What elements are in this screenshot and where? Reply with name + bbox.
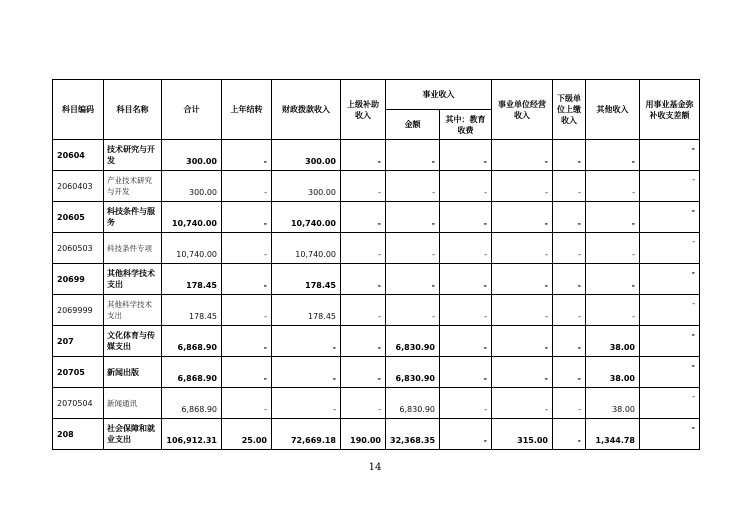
row-other: - [586, 264, 640, 295]
row-subsidy: - [341, 233, 386, 264]
page-number: 14 [368, 462, 382, 473]
row-name: 社会保障和就业支出 [104, 419, 162, 450]
row-total: 6,868.90 [162, 326, 222, 357]
row-operation: - [492, 140, 553, 171]
row-other: - [586, 171, 640, 202]
row-fund: - [640, 388, 700, 419]
row-subsidy: 190.00 [341, 419, 386, 450]
row-code: 20699 [53, 264, 104, 295]
row-fund: - [640, 233, 700, 264]
header-fiscal: 财政拨款收入 [272, 80, 341, 140]
header-operation: 事业单位经营收入 [492, 80, 553, 140]
table-row [53, 233, 700, 264]
table-row [53, 202, 700, 233]
row-subsidy: - [341, 295, 386, 326]
row-amount: - [386, 202, 440, 233]
row-name: 新闻通讯 [104, 388, 162, 419]
row-carryover: 25.00 [222, 419, 272, 450]
row-total: 300.00 [162, 140, 222, 171]
row-amount: 32,368.35 [386, 419, 440, 450]
header-subsidy: 上级补助收入 [341, 80, 386, 140]
row-fund: - [640, 295, 700, 326]
row-fiscal: 300.00 [272, 171, 341, 202]
row-lower-level: - [553, 295, 586, 326]
row-lower-level: - [553, 326, 586, 357]
header-carryover: 上年结转 [222, 80, 272, 140]
row-amount: - [386, 233, 440, 264]
row-total: 10,740.00 [162, 233, 222, 264]
row-carryover: - [222, 357, 272, 388]
row-other: - [586, 233, 640, 264]
header-education-fee: 其中：教育收费 [440, 110, 492, 140]
header-code: 科目编码 [53, 80, 104, 140]
row-lower-level: - [553, 264, 586, 295]
row-fiscal: 72,669.18 [272, 419, 341, 450]
row-education-fee: - [440, 202, 492, 233]
row-total: 6,868.90 [162, 357, 222, 388]
row-lower-level: - [553, 140, 586, 171]
row-lower-level: - [553, 171, 586, 202]
row-code: 2070504 [53, 388, 104, 419]
row-code: 20705 [53, 357, 104, 388]
table-row [53, 140, 700, 171]
header-lower-level: 下级单位上缴收入 [553, 80, 586, 140]
row-operation: - [492, 264, 553, 295]
row-fiscal: - [272, 326, 341, 357]
row-total: 300.00 [162, 171, 222, 202]
row-lower-level: - [553, 233, 586, 264]
row-fiscal: - [272, 357, 341, 388]
row-fund: - [640, 140, 700, 171]
row-name: 技术研究与开发 [104, 140, 162, 171]
row-carryover: - [222, 295, 272, 326]
row-name: 科技条件专项 [104, 233, 162, 264]
row-education-fee: - [440, 264, 492, 295]
row-subsidy: - [341, 264, 386, 295]
row-education-fee: - [440, 357, 492, 388]
row-operation: - [492, 171, 553, 202]
row-carryover: - [222, 326, 272, 357]
row-operation: - [492, 202, 553, 233]
table-row [53, 264, 700, 295]
header-name: 科目名称 [104, 80, 162, 140]
row-total: 178.45 [162, 295, 222, 326]
row-operation: - [492, 326, 553, 357]
row-subsidy: - [341, 388, 386, 419]
row-fund: - [640, 326, 700, 357]
row-education-fee: - [440, 326, 492, 357]
row-education-fee: - [440, 295, 492, 326]
row-carryover: - [222, 202, 272, 233]
row-name: 科技条件与服务 [104, 202, 162, 233]
row-lower-level: - [553, 202, 586, 233]
budget-income-table [52, 79, 700, 450]
row-other: 1,344.78 [586, 419, 640, 450]
row-total: 10,740.00 [162, 202, 222, 233]
row-amount: 6,830.90 [386, 357, 440, 388]
row-other: - [586, 202, 640, 233]
row-amount: - [386, 140, 440, 171]
table-row [53, 388, 700, 419]
row-education-fee: - [440, 140, 492, 171]
row-operation: - [492, 357, 553, 388]
row-carryover: - [222, 388, 272, 419]
row-carryover: - [222, 140, 272, 171]
header-business: 事业收入 [386, 80, 492, 110]
row-name: 文化体育与传媒支出 [104, 326, 162, 357]
row-fiscal: 178.45 [272, 264, 341, 295]
row-fiscal: 300.00 [272, 140, 341, 171]
row-education-fee: - [440, 419, 492, 450]
row-lower-level: - [553, 388, 586, 419]
header-fund: 用事业基金弥补收支差额 [640, 80, 700, 140]
row-code: 2060503 [53, 233, 104, 264]
row-operation: 315.00 [492, 419, 553, 450]
table-row [53, 326, 700, 357]
row-amount: - [386, 264, 440, 295]
table-row [53, 357, 700, 388]
row-code: 2060403 [53, 171, 104, 202]
row-operation: - [492, 233, 553, 264]
row-operation: - [492, 295, 553, 326]
row-name: 其他科学技术支出 [104, 295, 162, 326]
row-other: - [586, 140, 640, 171]
row-fiscal: - [272, 388, 341, 419]
table-row [53, 295, 700, 326]
row-carryover: - [222, 264, 272, 295]
row-education-fee: - [440, 233, 492, 264]
row-code: 207 [53, 326, 104, 357]
row-education-fee: - [440, 171, 492, 202]
row-subsidy: - [341, 202, 386, 233]
header-amount: 金额 [386, 110, 440, 140]
row-name: 其他科学技术支出 [104, 264, 162, 295]
row-amount: 6,830.90 [386, 326, 440, 357]
row-subsidy: - [341, 140, 386, 171]
row-code: 208 [53, 419, 104, 450]
row-total: 106,912.31 [162, 419, 222, 450]
row-fund: - [640, 171, 700, 202]
row-fiscal: 178.45 [272, 295, 341, 326]
header-other: 其他收入 [586, 80, 640, 140]
row-lower-level: - [553, 419, 586, 450]
row-amount: 6,830.90 [386, 388, 440, 419]
row-subsidy: - [341, 171, 386, 202]
row-amount: - [386, 295, 440, 326]
row-subsidy: - [341, 326, 386, 357]
table-row [53, 419, 700, 450]
row-lower-level: - [553, 357, 586, 388]
row-fund: - [640, 202, 700, 233]
row-total: 6,868.90 [162, 388, 222, 419]
row-code: 20604 [53, 140, 104, 171]
row-other: 38.00 [586, 357, 640, 388]
row-fiscal: 10,740.00 [272, 233, 341, 264]
row-fund: - [640, 419, 700, 450]
row-amount: - [386, 171, 440, 202]
row-name: 产业技术研究与开发 [104, 171, 162, 202]
row-fiscal: 10,740.00 [272, 202, 341, 233]
header-row-1 [53, 80, 700, 110]
row-other: 38.00 [586, 388, 640, 419]
row-other: 38.00 [586, 326, 640, 357]
row-total: 178.45 [162, 264, 222, 295]
row-subsidy: - [341, 357, 386, 388]
row-code: 2069999 [53, 295, 104, 326]
row-code: 20605 [53, 202, 104, 233]
row-education-fee: - [440, 388, 492, 419]
table-row [53, 171, 700, 202]
header-total: 合计 [162, 80, 222, 140]
row-carryover: - [222, 171, 272, 202]
row-operation: - [492, 388, 553, 419]
row-fund: - [640, 357, 700, 388]
row-name: 新闻出版 [104, 357, 162, 388]
row-fund: - [640, 264, 700, 295]
row-other: - [586, 295, 640, 326]
row-carryover: - [222, 233, 272, 264]
